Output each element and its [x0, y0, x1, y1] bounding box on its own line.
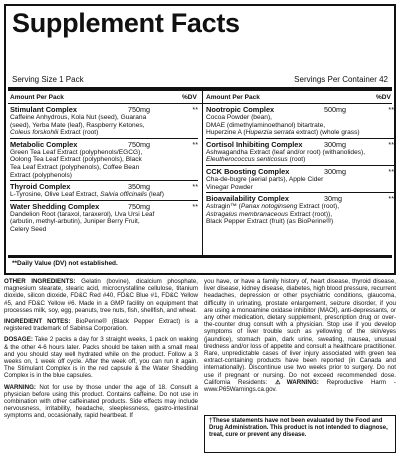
paragraph-label: DOSAGE: [4, 336, 33, 344]
ingredient-latin-name: Panax notoginseng [240, 203, 298, 211]
blend-header [10, 140, 198, 149]
ingredient-line [10, 164, 198, 172]
ingredient-text: Astragin™ ( [206, 203, 241, 211]
ingredient-latin-name: Salvia officinalis [100, 191, 148, 199]
ingredient-text: DMAE (dimethylaminoethanol) bitartrate, [206, 121, 326, 129]
blend-dv: ** [192, 139, 198, 149]
fda-disclaimer: †These statements have not been evaluated by the Food and Drug Administration. This product is not intended to diagnose, treat, cure or prevent any disease. [204, 415, 396, 453]
blend-name: Thyroid Complex [10, 182, 71, 192]
paragraph-label: WARNING: [4, 383, 36, 391]
blend-header [206, 167, 394, 176]
ingredient-line [206, 149, 394, 157]
ingredient-text: Dandelion Root (taraxol, taraxerol), Uva Ursi Leaf [10, 210, 155, 218]
blend-amount: 30mg [324, 194, 342, 204]
blend-name: Bioavailability Complex [206, 194, 289, 204]
ingredient-latin-name: Huperzia serrata [245, 129, 295, 137]
ingredient-suffix: extract) (whole grass) [294, 129, 360, 137]
blend-amount: 750mg [128, 139, 150, 149]
ingredient-text: Extract (polyphenols) [10, 171, 72, 179]
text-paragraph [4, 336, 198, 379]
ingredient-line [10, 191, 198, 199]
ingredient-text: Ashwagandha Extract (leaf and/or root) (withanolides), [206, 148, 366, 156]
ingredient-line [10, 172, 198, 180]
paragraph-body: Not for use by those under the age of 18. Consult a physician before using this product. Contains caffeine. Do not use in combination with other caffeinated products. Side effects may include nervousness, irritability, headache, sleeplessness, gastro-intestinal symptoms and, occasionally, rapid heartbeat. If [4, 383, 198, 420]
header-amount-right: Amount Per Pack [206, 94, 260, 101]
ingredient-text: L-Tyrosine, Olive Leaf Extract, [10, 191, 101, 199]
ingredient-suffix: Extract (root) [58, 129, 99, 137]
ingredient-suffix: Extract (root), [297, 203, 340, 211]
supplement-facts-panel [4, 4, 396, 275]
blend-amount: 300mg [324, 166, 346, 176]
ingredient-text: (seed), Yerba Mate (leaf), Raspberry Ketones, [10, 121, 145, 129]
ingredient-line [10, 211, 198, 219]
blend-name: Cortisol Inhibiting Complex [206, 139, 303, 149]
blend-header [10, 105, 198, 114]
ingredient-line [206, 122, 394, 130]
ingredient-line [10, 114, 198, 122]
prop65-warning-label: ⚠WARNING: [275, 378, 319, 386]
ingredient-text: Vinegar Powder [206, 183, 253, 191]
ingredient-text: Green Tea Leaf Extract (polyphenols/EGCG), [10, 148, 143, 156]
blend-amount: 300mg [324, 139, 346, 149]
text-paragraph [4, 278, 198, 314]
blend-name: Stimulant Complex [10, 105, 77, 114]
ingredient-line [10, 218, 198, 226]
blend-name: Metabolic Complex [10, 139, 78, 149]
blend-dv: ** [388, 105, 394, 114]
header-dv-left: %DV [182, 94, 197, 101]
ingredient-suffix: (leaf) [147, 191, 164, 199]
ingredient-line [10, 129, 198, 137]
ingredient-text: Cha-de-bugre (aerial parts), Apple Cider [206, 175, 324, 183]
blend-block [206, 105, 394, 139]
ingredient-line [206, 184, 394, 192]
ingredient-text: Caffeine Anhydrous, Kola Nut (seed), Guarana [10, 114, 147, 121]
blend-header [206, 194, 394, 203]
ingredient-line [206, 176, 394, 184]
serving-size: Serving Size 1 Pack [12, 75, 84, 84]
blend-amount: 750mg [128, 201, 150, 211]
ingredient-text: Eleutherococcus senticosus [206, 156, 288, 164]
ingredient-line [206, 156, 394, 164]
panel-title: Supplement Facts [12, 8, 240, 38]
paragraph-label: INGREDIENT NOTES: [4, 318, 71, 326]
thick-divider [8, 87, 392, 91]
blend-dv: ** [388, 139, 394, 149]
blend-header [206, 105, 394, 114]
ingredient-text: Black Pepper Extract (fruit) (as BioPerine®) [206, 218, 334, 226]
blend-header [10, 202, 198, 211]
right-text-column [204, 278, 396, 397]
ingredient-line [10, 156, 198, 164]
left-text-column [4, 278, 198, 424]
header-dv-right: %DV [376, 94, 391, 101]
blend-block [10, 182, 198, 201]
ingredient-text: Coleus forskohlii [10, 129, 59, 137]
serving-info [12, 74, 388, 85]
header-amount-left: Amount Per Pack [10, 94, 64, 101]
blend-dv: ** [192, 105, 198, 114]
blend-block [10, 105, 198, 139]
ingredient-text: Celery Seed [10, 225, 47, 233]
blend-block [206, 140, 394, 166]
ingredient-line [206, 203, 394, 211]
blend-amount: 500mg [324, 105, 346, 114]
blend-dv: ** [192, 182, 198, 192]
ingredient-text: Tea Leaf Extract (polyphenols), Coffee Bean [10, 163, 140, 171]
ingredient-text: Cocoa Powder (bean), [206, 114, 272, 121]
ingredient-text: Astragalus membranaceous [206, 210, 289, 218]
dv-footnote: **Daily Value (DV) not established. [8, 255, 392, 275]
text-paragraph [4, 318, 198, 332]
blend-header [10, 182, 198, 191]
ingredient-line [10, 226, 198, 234]
ingredient-suffix: Extract (root)), [288, 210, 333, 218]
blend-block [206, 167, 394, 193]
ingredient-line [206, 114, 394, 122]
blend-amount: 350mg [128, 182, 150, 192]
ingredient-line [206, 129, 394, 137]
paragraph-body: you have, or have a family history of, heart disease, thyroid disease, liver disease, kidney disease, diabetes, high blood pressure, recurrent headaches, depression or other psychiatric conditions, glaucoma, difficulty in urinating, prostate enlargement, seizure disorder, if you are using a monoamine oxidase inhibitor (MAOI), anti-depressants, or any other medication, dietary supplement, prescription drug or over-the-counter drug consult with a physician. Stop use if you develop symptoms of liver trouble such as yellowing of the skin/eyes (jaundice), stomach pain, dark urine, sweating, nausea, unusual tiredness and/or loss of appetite and consult a healthcare practitioner. Rare, unpredictable cases of liver injury associated with green tea extract-containing products have been reported (in Canada and internationally). Discontinue use two weeks prior to surgery. Do not use if pregnant or nursing. Do not exceed recommended dose. California Residents: [204, 278, 396, 386]
ingredient-line [206, 218, 394, 226]
ingredient-text: Oolong Tea Leaf Extract (polyphenols), Black [10, 156, 142, 164]
blend-amount: 750mg [128, 105, 150, 114]
blend-dv: ** [388, 194, 394, 204]
ingredient-text: Huperzine A ( [206, 129, 246, 137]
blend-name: Water Shedding Complex [10, 201, 100, 211]
blend-name: Nootropic Complex [206, 105, 275, 114]
blend-block [206, 194, 394, 227]
right-blend-column [206, 105, 394, 253]
ingredient-text: (arbutin, methyl-arbutin), Juniper Berry Fruit, [10, 218, 140, 226]
header-divider [8, 103, 392, 104]
ingredient-suffix: (root) [287, 156, 306, 164]
column-separator [202, 91, 203, 255]
left-blend-column [10, 105, 198, 253]
blend-header [206, 140, 394, 149]
paragraph-body: Gelatin (bovine), dicalcium phosphate, magnesium stearate, stearic acid, microcrystalline cellulose, titanium dioxide, silicon dioxide, FD&C Red #40, FD&C Blue #1, FD&C Yellow #5, and FD&C Yellow #6. Made in a GMP facility on equipment that processes milk, soy, egg, peanuts, tree nuts, fish, shellfish, and wheat. [4, 278, 198, 314]
paragraph-body: Take 2 packs a day for 3 straight weeks, 1 pack on waking & the other 4-6 hours later. Packs should be taken with a small meal and you should stay well hydrated while on the product. Follow a 3 weeks on, 1 week off cycle. After the week off, you can run it again. The Stimulant Complex is in the red capsule & the Water Shedding Complex is in the blue capsules. [4, 336, 198, 380]
blend-dv: ** [388, 166, 394, 176]
paragraph-tail: Reproductive Harm - www.P65Warnings.ca.gov. [204, 378, 396, 394]
servings-per-container: Servings Per Container 42 [294, 75, 388, 84]
blend-dv: ** [192, 201, 198, 211]
text-paragraph [204, 278, 396, 393]
ingredient-line [10, 149, 198, 157]
paragraph-body: BioPerine® (Black Pepper Extract) is a registered trademark of Sabinsa Corporation. [4, 318, 198, 333]
text-paragraph [4, 384, 198, 420]
blend-block [10, 140, 198, 181]
ingredient-line [10, 122, 198, 130]
paragraph-label: OTHER INGREDIENTS: [4, 278, 76, 285]
blend-block [10, 202, 198, 235]
blend-name: CCK Boosting Complex [206, 166, 290, 176]
